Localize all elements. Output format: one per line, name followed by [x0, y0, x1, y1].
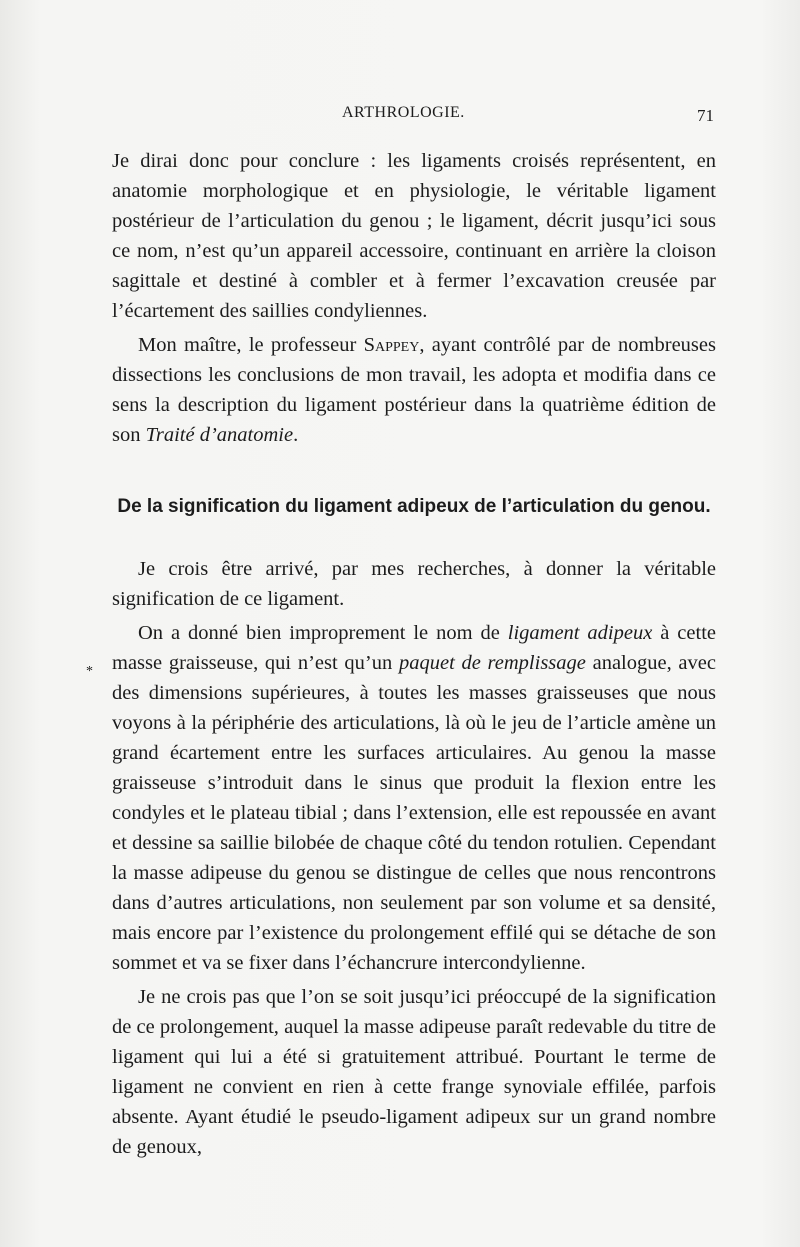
body-text	[112, 146, 716, 1166]
running-header	[0, 104, 800, 128]
paragraph-conclusion: Je dirai donc pour conclure : les ligaments croisés représentent, en anatomie morphologique et en physiologie, le véritable ligament postérieur de l’articulation du genou ; le ligament, décrit jusqu’ici sous ce nom, n’est qu’un appareil accessoire, continuant en arrière la cloison sagittale et destiné à combler et à fermer l’excavation creusée par l’écartement des saillies condyliennes.	[112, 150, 716, 322]
book-title: Traité d’anatomie	[145, 424, 294, 446]
author-name: Sappey	[363, 334, 420, 356]
page-number: 71	[697, 106, 714, 125]
term-paquet-de-remplissage: paquet de remplissage	[398, 652, 586, 674]
paragraph-prolongement: Je ne crois pas que l’on se soit jusqu’ici préoccupé de la signification de ce prolongement, auquel la masse adipeuse paraît redevable du titre de ligament qui lui a été si gratuitement attribué. Pourtant le terme de ligament ne convient en rien à cette frange synoviale effilée, parfois absente. Ayant étudié le pseudo-ligament adipeux sur un grand nombre de genoux,	[112, 986, 716, 1158]
running-title: ARTHROLOGIE.	[342, 104, 465, 121]
paragraph-sappey-text-3: .	[293, 424, 299, 446]
paragraph-sappey	[112, 330, 716, 450]
paragraph-intro: Je crois être arrivé, par mes recherches, à donner la véritable signification de ce ligament.	[112, 558, 716, 610]
paragraph-adipose-text-3: analogue, avec des dimensions supérieures, à toutes les masses graisseuses que nous voyons à la périphérie des articulations, là où le jeu de l’article amène un grand écartement entre les surfaces articulaires. Au genou la masse graisseuse s’introduit dans le sinus que produit la flexion entre les condyles et le plateau tibial ; dans l’extension, elle est repoussée en avant et dessine sa saillie bilobée de chaque côté du tendon rotulien. Cependant la masse adipeuse du genou se distingue de celles que nous rencontrons dans d’autres articulations, non seulement par son volume et sa densité, mais encore par l’existence du prolongement effilé qui se détache de son sommet et va se fixer dans l’échancrure intercondylienne.	[112, 652, 716, 974]
paragraph-adipose-text-1: On a donné bien improprement le nom de	[138, 622, 508, 644]
paragraph-sappey-text-2: , ayant contrôlé par de nombreuses dissections les conclusions de mon travail, les adopta et modifia dans ce sens la description du ligament postérieur dans la quatrième édition de son	[112, 334, 716, 446]
paragraph-adipose-text-2: à cette masse graisseuse, qui n’est qu’un	[112, 622, 716, 674]
paragraph-sappey-text-1: Mon maître, le professeur	[138, 334, 364, 356]
term-ligament-adipeux: ligament adipeux	[507, 622, 653, 644]
section-heading: De la signification du ligament adipeux de l’articulation du genou.	[117, 496, 711, 517]
paragraph-adipose-mass	[112, 618, 716, 978]
margin-asterisk-mark: *	[86, 664, 93, 679]
